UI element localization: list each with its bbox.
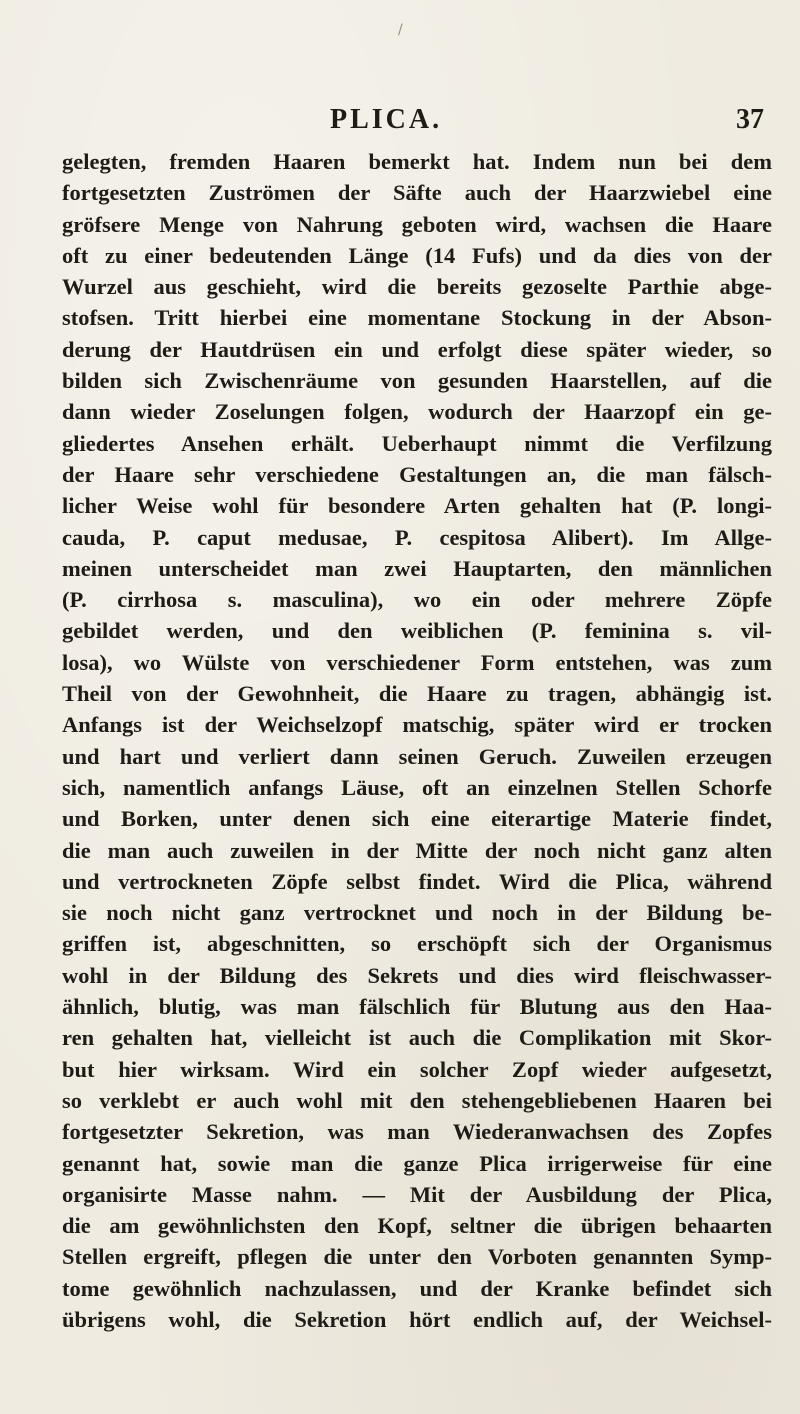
text-line: cauda, P. caput medusae, P. cespitosa Alibert). Im Allge- [62, 524, 772, 550]
body-text [62, 146, 772, 1335]
text-line: sich, namentlich anfangs Läuse, oft an einzelnen Stellen Schorfe [62, 774, 772, 800]
text-line: gröfsere Menge von Nahrung geboten wird, wachsen die Haare [62, 211, 772, 237]
text-line: und Borken, unter denen sich eine eiterartige Materie findet, [62, 806, 772, 832]
text-line: fortgesetzter Sekretion, was man Wiederanwachsen des Zopfes [62, 1119, 772, 1145]
text-line: gelegten, fremden Haaren bemerkt hat. Indem nun bei dem [62, 149, 772, 174]
text-line: tome gewöhnlich nachzulassen, und der Kranke befindet sich [62, 1275, 772, 1301]
page-number: 37 [736, 104, 764, 135]
text-line: Stellen ergreift, pflegen die unter den Vorboten genannten Symp- [62, 1244, 772, 1270]
running-title: PLICA. [330, 104, 443, 135]
text-line: und hart und verliert dann seinen Geruch. Zuweilen erzeugen [62, 743, 772, 769]
text-line: fortgesetzten Zuströmen der Säfte auch der Haarzwiebel eine [62, 180, 772, 206]
text-line: dann wieder Zoselungen folgen, wodurch der Haarzopf ein ge- [62, 399, 772, 425]
text-line: but hier wirksam. Wird ein solcher Zopf wieder aufgesetzt, [62, 1056, 772, 1082]
text-line: die am gewöhnlichsten den Kopf, seltner die übrigen behaarten [62, 1213, 772, 1239]
text-line: stofsen. Tritt hierbei eine momentane Stockung in der Abson- [62, 305, 772, 331]
text-line: gebildet werden, und den weiblichen (P. feminina s. vil- [62, 618, 772, 644]
text-line: licher Weise wohl für besondere Arten gehalten hat (P. longi- [62, 493, 772, 519]
text-line: ren gehalten hat, vielleicht ist auch die Complikation mit Skor- [62, 1025, 772, 1051]
text-line: gliedertes Ansehen erhält. Ueberhaupt nimmt die Verfilzung [62, 430, 772, 456]
text-line: wohl in der Bildung des Sekrets und dies wird fleischwasser- [62, 962, 772, 988]
text-line: übrigens wohl, die Sekretion hört endlich auf, der Weichsel- [62, 1306, 772, 1332]
text-line: ähnlich, blutig, was man fälschlich für Blutung aus den Haa- [62, 994, 772, 1020]
text-line: organisirte Masse nahm. — Mit der Ausbildung der Plica, [62, 1181, 772, 1207]
text-line: die man auch zuweilen in der Mitte der noch nicht ganz alten [62, 837, 772, 863]
text-line: sie noch nicht ganz vertrocknet und noch in der Bildung be- [62, 900, 772, 926]
text-line: Theil von der Gewohnheit, die Haare zu tragen, abhängig ist. [62, 681, 772, 707]
text-line: genannt hat, sowie man die ganze Plica irrigerweise für eine [62, 1150, 772, 1176]
text-line: derung der Hautdrüsen ein und erfolgt diese später wieder, so [62, 336, 772, 362]
text-line: der Haare sehr verschiedene Gestaltungen an, die man fälsch- [62, 461, 772, 487]
text-line: griffen ist, abgeschnitten, so erschöpft sich der Organismus [62, 931, 772, 957]
text-line: Wurzel aus geschieht, wird die bereits gezoselte Parthie abge- [62, 274, 772, 300]
text-line: bilden sich Zwischenräume von gesunden Haarstellen, auf die [62, 368, 772, 394]
text-line: Anfangs ist der Weichselzopf matschig, später wird er trocken [62, 712, 772, 738]
text-line: losa), wo Wülste von verschiedener Form entstehen, was zum [62, 649, 772, 675]
text-line: und vertrockneten Zöpfe selbst findet. Wird die Plica, während [62, 868, 772, 894]
text-line: oft zu einer bedeutenden Länge (14 Fufs) und da dies von der [62, 242, 772, 268]
text-line: meinen unterscheidet man zwei Hauptarten, den männlichen [62, 555, 772, 581]
page-header [0, 104, 800, 144]
text-line: so verklebt er auch wohl mit den stehengebliebenen Haaren bei [62, 1087, 772, 1113]
stray-mark: / [398, 22, 403, 38]
text-line: (P. cirrhosa s. masculina), wo ein oder mehrere Zöpfe [62, 587, 772, 613]
